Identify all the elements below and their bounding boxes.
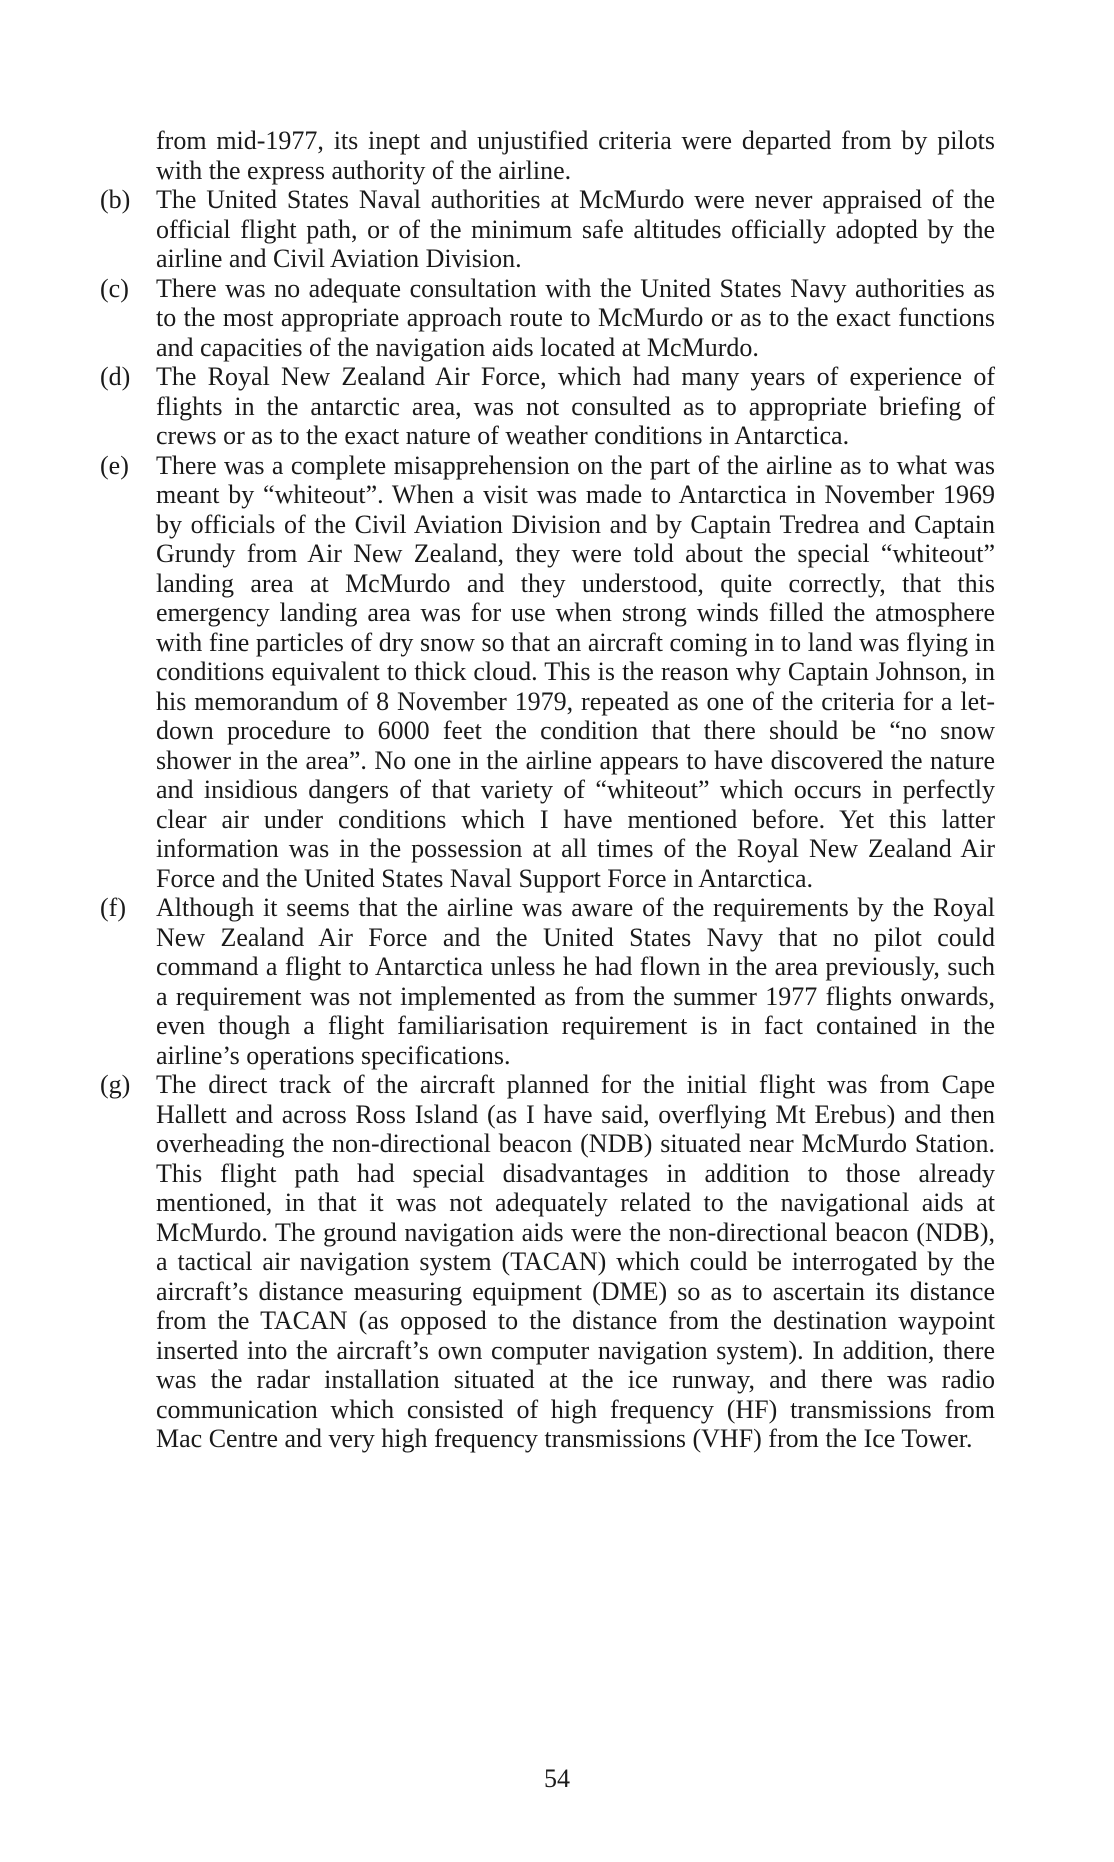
- item-text: Although it seems that the airline was aware of the requirements by the Royal New Zealand Air Force and the United States Navy that no pilot could command a flight to Antarctica unless he had flown in the area previously, such a requirement was not implemented as from the summer 1977 flights onwards, even though a flight familiarisation requirement is in fact contained in the airline’s operations specifications.: [156, 893, 995, 1070]
- continuation-text: from mid-1977, its inept and unjustified criteria were departed from by pilots with the express authority of the airline.: [156, 126, 995, 185]
- continuation-paragraph: [100, 126, 995, 185]
- list-item-g: [100, 1070, 995, 1454]
- item-label: (c): [100, 273, 129, 303]
- item-label: (e): [100, 450, 129, 480]
- list-item-b: [100, 185, 995, 274]
- list-item-e: [100, 451, 995, 894]
- item-label: (b): [100, 185, 131, 214]
- item-label: (f): [100, 893, 126, 922]
- list-item-d: [100, 362, 995, 451]
- item-text: The United States Naval authorities at McMurdo were never appraised of the official flight path, or of the minimum safe altitudes officially adopted by the airline and Civil Aviation Division.: [156, 185, 995, 273]
- item-text: There was a complete misapprehension on the part of the airline as to what was meant by “whiteout”. When a visit was made to Antarctica in November 1969 by officials of the Civil Aviation Division and by Captain Tredrea and Captain Grundy from Air New Zealand, they were told about the special “whiteout” landing area at McMurdo and they understood, quite correctly, that this emergency landing area was for use when strong winds filled the atmosphere with fine particles of dry snow so that an aircraft coming in to land was flying in conditions equivalent to thick cloud. This is the reason why Captain Johnson, in his memorandum of 8 November 1979, repeated as one of the criteria for a let-down procedure to 6000 feet the condition that there should be “no snow shower in the area”. No one in the airline appears to have discovered the nature and insidious dangers of that variety of “whiteout” which occurs in perfectly clear air under conditions which I have mentioned before. Yet this latter information was in the possession at all times of the Royal New Zealand Air Force and the United States Naval Support Force in Antarctica.: [156, 450, 995, 893]
- item-text: The Royal New Zealand Air Force, which had many years of experience of flights in the antarctic area, was not consulted as to appropriate briefing of crews or as to the exact nature of weather conditions in Antarctica.: [156, 362, 995, 450]
- body-text: [100, 126, 995, 1454]
- item-text: There was no adequate consultation with the United States Navy authorities as to the most appropriate approach route to McMurdo or as to the exact functions and capacities of the navigation aids located at McMurdo.: [156, 273, 995, 362]
- item-label: (g): [100, 1070, 131, 1099]
- item-text: The direct track of the aircraft planned for the initial flight was from Cape Hallett and across Ross Island (as I have said, overflying Mt Erebus) and then overheading the non-directional beacon (NDB) situated near McMurdo Station. This flight path had special disadvantages in addition to those already mentioned, in that it was not adequately related to the navigational aids at McMurdo. The ground navigation aids were the non-directional beacon (NDB), a tactical air navigation system (TACAN) which could be interrogated by the aircraft’s distance measuring equipment (DME) so as to ascertain its distance from the TACAN (as opposed to the distance from the destination waypoint inserted into the aircraft’s own computer navigation system). In addition, there was the radar installation situated at the ice runway, and there was radio communication which consisted of high frequency (HF) transmissions from Mac Centre and very high frequency transmissions (VHF) from the Ice Tower.: [156, 1070, 995, 1453]
- page-number: 54: [544, 1764, 570, 1793]
- list-item-c: [100, 274, 995, 363]
- item-label: (d): [100, 362, 131, 391]
- list-item-f: [100, 893, 995, 1070]
